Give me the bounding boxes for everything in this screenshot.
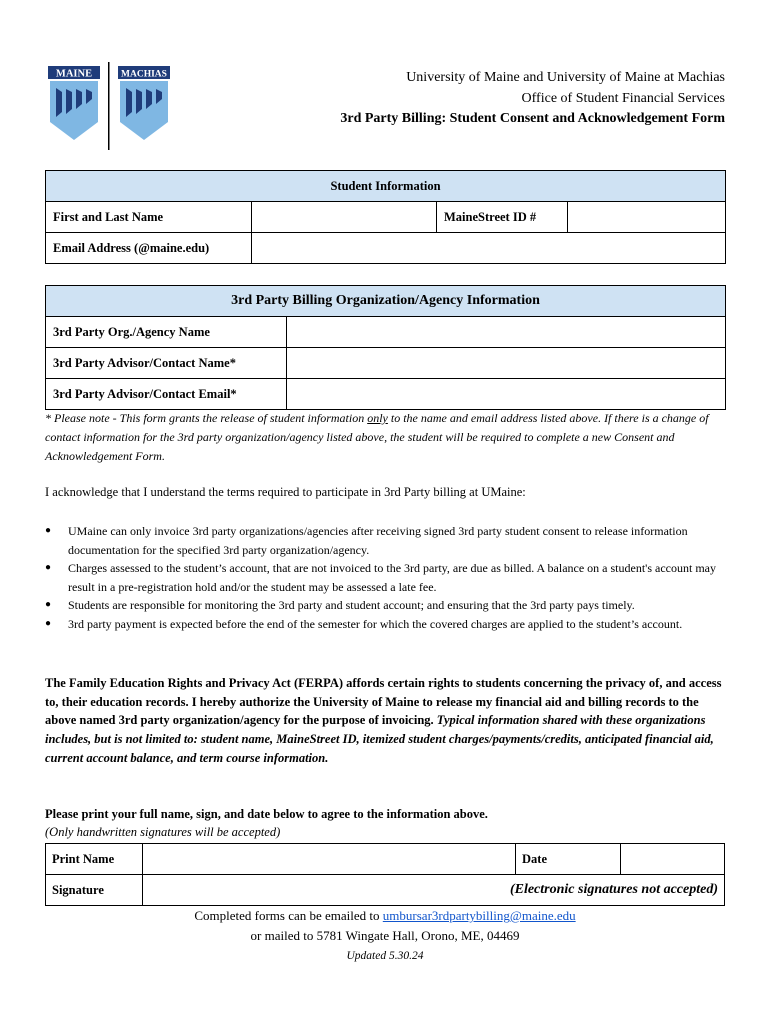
list-item: ● Students are responsible for monitoring the 3rd party and student account; and ensuring that the 3rd party pays timely. bbox=[45, 596, 730, 615]
name-label: First and Last Name bbox=[46, 202, 252, 233]
footer-email-prefix: Completed forms can be emailed to bbox=[194, 908, 383, 923]
list-item: ● Charges assessed to the student’s account, that are not invoiced to the 3rd party, are due as billed. A balance on a student's account may result in a pre-registration hold and/or the student may be assessed a late fee. bbox=[45, 559, 730, 596]
signature-label: Signature bbox=[46, 875, 143, 906]
ferpa-main-text: The Family Education Rights and Privacy Act (FERPA) affords certain rights to students concerning the privacy of, and access to, their education records. I hereby authorize the University of Maine to release my financial aid and billing records to the above named 3rd party organization/agency for the purpose of invoicing. bbox=[45, 676, 722, 728]
org-name-label: 3rd Party Org./Agency Name bbox=[46, 317, 287, 348]
acknowledge-statement: I acknowledge that I understand the terms required to participate in 3rd Party billing at UMaine: bbox=[45, 485, 526, 499]
signature-instruction: Please print your full name, sign, and date below to agree to the information above. bbox=[45, 807, 488, 821]
header-university: University of Maine and University of Maine at Machias bbox=[406, 70, 725, 85]
advisor-email-label: 3rd Party Advisor/Contact Email* bbox=[46, 379, 287, 410]
student-info-heading: Student Information bbox=[46, 171, 726, 202]
signature-table bbox=[45, 843, 725, 906]
name-field[interactable] bbox=[252, 202, 437, 233]
form-title: 3rd Party Billing: Student Consent and Acknowledgement Form bbox=[340, 111, 725, 126]
date-field[interactable] bbox=[621, 844, 725, 875]
email-field[interactable] bbox=[252, 233, 726, 264]
advisor-email-field[interactable] bbox=[287, 379, 726, 410]
advisor-name-label: 3rd Party Advisor/Contact Name* bbox=[46, 348, 287, 379]
university-logo bbox=[48, 62, 172, 152]
note-underlined: only bbox=[367, 411, 388, 425]
note-text-after: to the name and email address listed above. If there is a change of contact information for the 3rd party organization/agency listed above, the student will be required to complete a new Consent and Acknowledgement Form. bbox=[45, 411, 709, 463]
student-information-table bbox=[45, 170, 726, 264]
header-office: Office of Student Financial Services bbox=[521, 90, 725, 106]
note-text-before: * Please note - This form grants the release of student information bbox=[45, 411, 368, 425]
org-name-field[interactable] bbox=[287, 317, 726, 348]
agency-info-heading: 3rd Party Billing Organization/Agency Information bbox=[46, 286, 726, 317]
handwritten-note: (Only handwritten signatures will be accepted) bbox=[45, 825, 281, 839]
footer-mail-address: or mailed to 5781 Wingate Hall, Orono, ME, 04469 bbox=[250, 928, 520, 943]
print-name-field[interactable] bbox=[143, 844, 516, 875]
ferpa-statement bbox=[45, 674, 730, 768]
ferpa-italic-text: Typical information shared with these organizations includes, but is not limited to: student name, MaineStreet ID, itemized student charges/payments/credits, anticipated financial aid, current account balance, and term course information. bbox=[45, 713, 714, 765]
agency-information-table bbox=[45, 285, 726, 410]
updated-date: Updated 5.30.24 bbox=[346, 950, 424, 962]
maine-street-id-label: MaineStreet ID # bbox=[437, 202, 568, 233]
form-footer bbox=[0, 906, 770, 966]
signature-field[interactable] bbox=[143, 875, 725, 906]
date-label: Date bbox=[516, 844, 621, 875]
logo-machias-text: MACHIAS bbox=[121, 69, 167, 80]
electronic-signature-note: (Electronic signatures not accepted) bbox=[509, 882, 718, 897]
list-item: ● UMaine can only invoice 3rd party organizations/agencies after receiving signed 3rd party student consent to release information documentation for the specified 3rd party organization/agency. bbox=[45, 522, 730, 559]
bursar-email-link[interactable]: umbursar3rdpartybilling@maine.edu bbox=[382, 908, 576, 923]
logo-maine-text: MAINE bbox=[55, 68, 93, 80]
terms-list bbox=[45, 522, 730, 633]
list-item: ● 3rd party payment is expected before the end of the semester for which the covered charges are applied to the student’s account. bbox=[45, 615, 730, 634]
advisor-name-field[interactable] bbox=[287, 348, 726, 379]
release-note bbox=[45, 409, 730, 466]
email-label: Email Address (@maine.edu) bbox=[46, 233, 252, 264]
maine-street-id-field[interactable] bbox=[568, 202, 726, 233]
print-name-label: Print Name bbox=[46, 844, 143, 875]
form-header bbox=[340, 68, 725, 130]
